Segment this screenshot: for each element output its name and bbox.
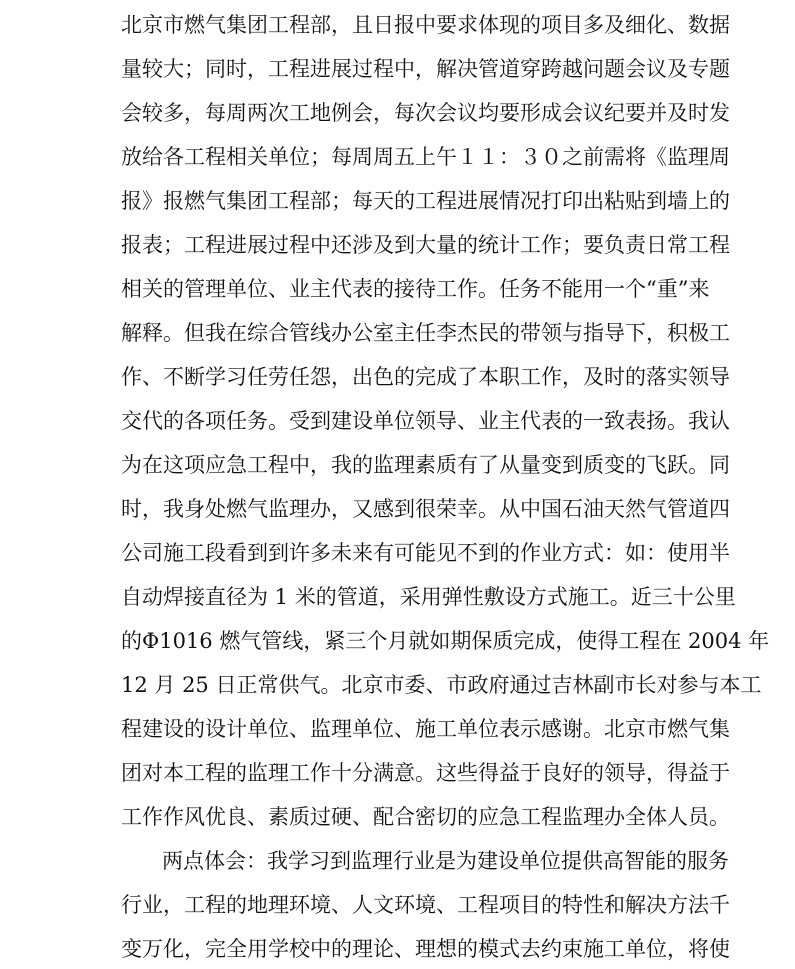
- text-line-16: 12 月 25 日正常供气。北京市委、市政府通过吉林副市长对参与本工: [121, 673, 762, 697]
- text-line-5: 报》报燃气集团工程部；每天的工程进展情况打印出粘贴到墙上的: [121, 189, 730, 213]
- text-line-6: 报表；工程进展过程中还涉及到大量的统计工作；要负责日常工程: [121, 233, 730, 257]
- text-line-3: 会较多，每周两次工地例会，每次会议均要形成会议纪要并及时发: [121, 101, 730, 125]
- text-line-8: 解释。但我在综合管线办公室主任李杰民的带领与指导下，积极工: [121, 321, 730, 345]
- text-line-7: 相关的管理单位、业主代表的接待工作。任务不能用一个“重”来: [121, 277, 710, 301]
- text-line-21: 行业，工程的地理环境、人文环境、工程项目的特性和解决方法千: [121, 893, 730, 917]
- text-line-12: 时，我身处燃气监理办，又感到很荣幸。从中国石油天然气管道四: [121, 497, 730, 521]
- text-line-10: 交代的各项任务。受到建设单位领导、业主代表的一致表扬。我认: [121, 409, 730, 433]
- text-line-18: 团对本工程的监理工作十分满意。这些得益于良好的领导，得益于: [121, 761, 730, 785]
- text-line-2: 量较大；同时，工程进展过程中，解决管道穿跨越问题会议及专题: [121, 57, 730, 81]
- text-line-17: 程建设的设计单位、监理单位、施工单位表示感谢。北京市燃气集: [121, 717, 730, 741]
- text-line-19: 工作作风优良、素质过硬、配合密切的应急工程监理办全体人员。: [121, 805, 730, 829]
- text-line-15: 的Φ1016 燃气管线，紧三个月就如期保质完成，使得工程在 2004 年: [121, 629, 770, 653]
- text-line-11: 为在这项应急工程中，我的监理素质有了从量变到质变的飞跃。同: [121, 453, 730, 477]
- text-line-22: 变万化，完全用学校中的理论、理想的模式去约束施工单位，将使: [121, 937, 730, 961]
- text-line-14: 自动焊接直径为 1 米的管道，采用弹性敷设方式施工。近三十公里: [121, 585, 736, 609]
- text-line-1: 北京市燃气集团工程部，且日报中要求体现的项目多及细化、数据: [121, 13, 730, 37]
- text-line-4: 放给各工程相关单位；每周周五上午１１：３０之前需将《监理周: [121, 145, 730, 169]
- text-line-20: 两点体会：我学习到监理行业是为建设单位提供高智能的服务: [162, 849, 729, 873]
- text-line-13: 公司施工段看到到许多未来有可能见不到的作业方式：如：使用半: [121, 541, 730, 565]
- text-line-9: 作、不断学习任劳任怨，出色的完成了本职工作，及时的落实领导: [121, 365, 730, 389]
